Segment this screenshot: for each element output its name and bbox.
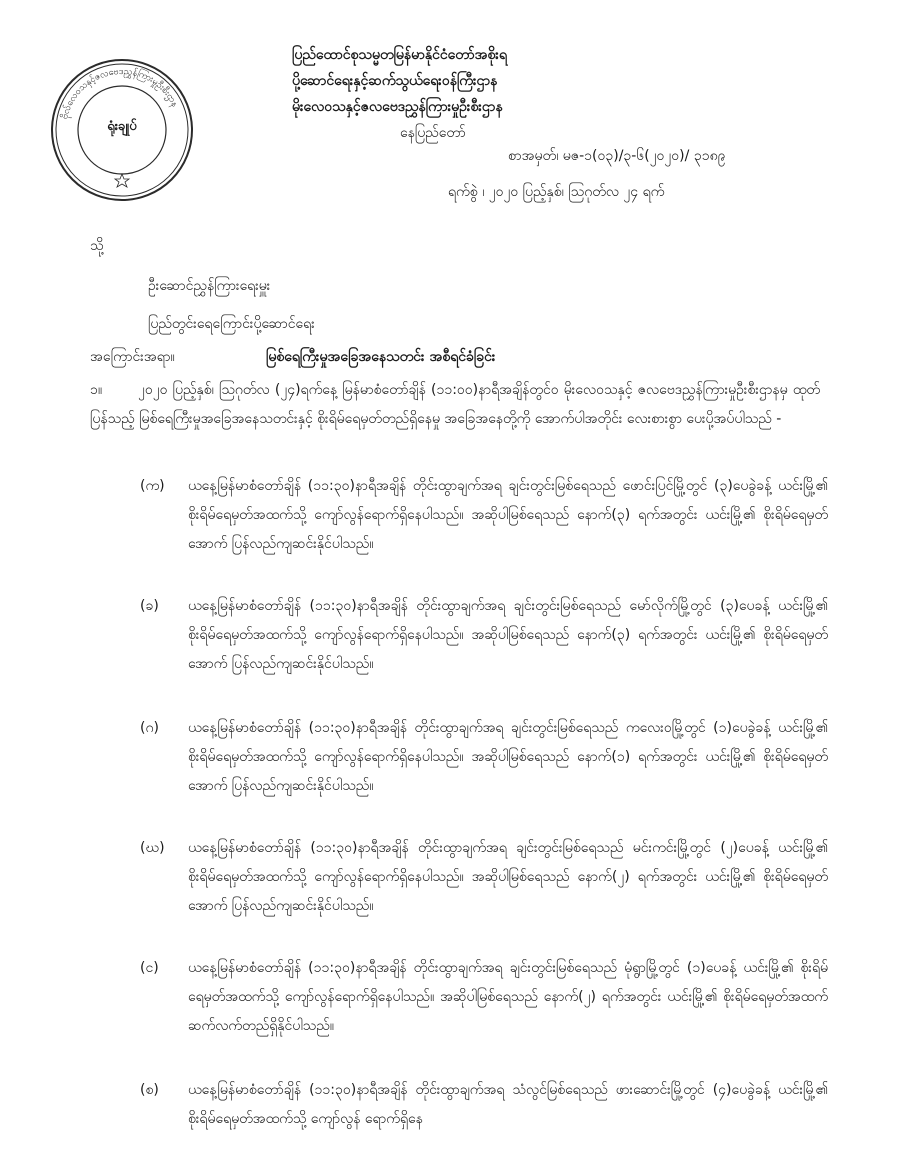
subject-line <box>90 347 495 368</box>
item-text: ယနေ့မြန်မာစံတော်ချိန် (၁၁:၃၀)နာရီအချိန် တိုင်းထွာချက်အရ ချင်းတွင်းမြစ်ရေသည် မော်လိုက်မြို့တွင် (၃)ပေခန့် ယင်းမြို့၏ စိုးရိမ်ရေမှတ်အထက်သို့ ကျော်လွန်ရောက်ရှိနေပါသည်။ အဆိုပါမြစ်ရေသည် နောက်(၃) ရက်အတွင်း ယင်းမြို့၏ စိုးရိမ်ရေမှတ်အောက် ပြန်လည်ကျဆင်းနိုင်ပါသည်။ <box>188 598 828 672</box>
list-item <box>140 834 830 921</box>
recipient-organization: ပြည်တွင်းရေကြောင်းပို့ဆောင်ရေး <box>148 316 315 332</box>
list-item <box>140 1076 830 1134</box>
item-text: ယနေ့မြန်မာစံတော်ချိန် (၁၁:၃၀)နာရီအချိန် တိုင်းထွာချက်အရ ချင်းတွင်းမြစ်ရေသည် ကလေးဝမြို့တွင် (၁)ပေခွဲခန့် ယင်းမြို့၏ စိုးရိမ်ရေမှတ်အထက်သို့ ကျော်လွန်ရောက်ရှိနေပါသည်။ အဆိုပါမြစ်ရေသည် နောက်(၁) ရက်အတွင်း ယင်းမြို့၏ စိုးရိမ်ရေမှတ်အောက် ပြန်လည်ကျဆင်းနိုင်ပါသည်။ <box>188 720 828 794</box>
item-text: ယနေ့မြန်မာစံတော်ချိန် (၁၁:၃၀)နာရီအချိန် တိုင်းထွာချက်အရ သံလွင်မြစ်ရေသည် ဖားဆောင်းမြို့တွင် (၄)ပေခွဲခန့် ယင်းမြို့၏ စိုးရိမ်ရေမှတ်အထက်သို့ ကျော်လွန် ရောက်ရှိနေ <box>188 1082 828 1127</box>
intro-text: ၂၀၂၀ ပြည့်နှစ်၊ ဩဂုတ်လ (၂၄)ရက်နေ့ မြန်မာစံတော်ချိန် (၁၁:၀၀)နာရီအချိန်တွင်ဝ မိုးလေဝသနှင့် ဇလဗေဒညွှန်ကြားမှုဦးစီးဌာနမှ ထုတ်ပြန်သည့် မြစ်ရေကြီးမှုအခြေအနေသတင်းနှင့် စိုးရိမ်ရေမှတ်တည်ရှိနေမှု အခြေအနေတို့ကို အောက်ပါအတိုင်း လေးစားစွာ ပေးပို့အပ်ပါသည် - <box>90 382 820 427</box>
letterhead-ministry: ပို့ဆောင်ရေးနှင့်ဆက်သွယ်ရေးဝန်ကြီးဌာန <box>292 73 498 89</box>
intro-paragraph <box>90 376 820 434</box>
item-text: ယနေ့မြန်မာစံတော်ချိန် (၁၁:၃၀)နာရီအချိန် တိုင်းထွာချက်အရ ချင်းတွင်းမြစ်ရေသည် ဖောင်းပြင်မြို့တွင် (၃)ပေခွဲခန့် ယင်းမြို့၏ စိုးရိမ်ရေမှတ်အထက်သို့ ကျော်လွန်ရောက်ရှိနေပါသည်။ အဆိုပါမြစ်ရေသည် နောက်(၃) ရက်အတွင်း ယင်းမြို့၏ စိုးရိမ်ရေမှတ်အောက် ပြန်လည်ကျဆင်းနိုင်ပါသည်။ <box>188 478 828 552</box>
letterhead <box>292 42 652 146</box>
letterhead-government: ပြည်ထောင်စုသမ္မတမြန်မာနိုင်ငံတော်အစိုးရ <box>292 47 507 63</box>
list-item <box>140 714 830 801</box>
recipient-title: ဦးဆောင်ညွှန်ကြားရေးမှူး <box>148 278 271 294</box>
subject-text: မြစ်ရေကြီးမှုအခြေအနေသတင်း အစီရင်ခံခြင်း <box>266 349 496 365</box>
subject-label: အကြောင်းအရာ။ <box>90 349 175 365</box>
to-label: သို့ <box>90 238 104 254</box>
item-label: (စ) <box>140 1082 159 1098</box>
reference-number: စာအမှတ်၊ မဇ-၁(၀၃)/၃-၆(၂၀၂၀)/ ၃၁၈၉ <box>508 148 726 164</box>
letterhead-department: မိုးလေဝသနှင့်ဇလဗေဒညွှန်ကြားမှုဦးစီးဌာန <box>292 99 503 115</box>
seal-center-text: ရုံးချုပ် <box>107 119 137 134</box>
paragraph-number: ၁။ <box>90 382 103 398</box>
letterhead-city: နေပြည်တော် <box>400 125 466 141</box>
department-seal <box>48 56 196 204</box>
seal-ring-text: ဗိုလ်လေဝသနှင့်ဇလဗေဒညွှန်ကြားမှုဦးစီးဌာန <box>60 66 180 121</box>
list-item <box>140 954 830 1041</box>
letter-date: ရက်စွဲ ၊ ၂၀၂၀ ပြည့်နှစ်၊ ဩဂုတ်လ ၂၄ ရက် <box>448 184 665 200</box>
item-text: ယနေ့မြန်မာစံတော်ချိန် (၁၁:၃၀)နာရီအချိန် တိုင်းထွာချက်အရ ချင်းတွင်းမြစ်ရေသည် မုံရွာမြို့တွင် (၁)ပေခန့် ယင်းမြို့၏ စိုးရိမ်ရေမှတ်အထက်သို့ ကျော်လွန်ရောက်ရှိနေပါသည်။ အဆိုပါမြစ်ရေသည် နောက်(၂) ရက်အတွင်း ယင်းမြို့၏ စိုးရိမ်ရေမှတ်အထက် ဆက်လက်တည်ရှိနိုင်ပါသည်။ <box>188 960 828 1034</box>
item-label: (က) <box>140 478 165 494</box>
list-item <box>140 472 830 559</box>
item-text: ယနေ့မြန်မာစံတော်ချိန် (၁၁:၃၀)နာရီအချိန် တိုင်းထွာချက်အရ ချင်းတွင်းမြစ်ရေသည် မင်းကင်းမြို့တွင် (၂)ပေခန့် ယင်းမြို့၏ စိုးရိမ်ရေမှတ်အထက်သို့ ကျော်လွန်ရောက်ရှိနေပါသည်။ အဆိုပါမြစ်ရေသည် နောက်(၂) ရက်အတွင်း ယင်းမြို့၏ စိုးရိမ်ရေမှတ်အောက် ပြန်လည်ကျဆင်းနိုင်ပါသည်။ <box>188 840 828 914</box>
item-label: (ဃ) <box>140 840 165 856</box>
item-label: (င) <box>140 960 159 976</box>
item-label: (ဂ) <box>140 720 159 736</box>
list-item <box>140 592 830 679</box>
item-label: (ခ) <box>140 598 159 614</box>
